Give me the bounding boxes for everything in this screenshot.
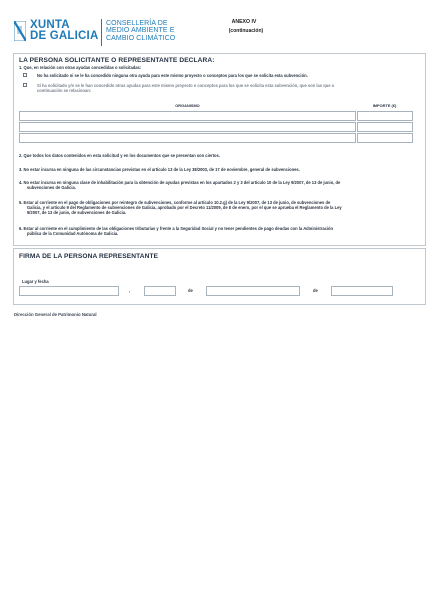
option-other-aid-label: [37, 83, 417, 93]
place-date-comma: ,: [129, 288, 131, 293]
department-name: [106, 20, 175, 42]
declaration-item-6: [19, 226, 419, 236]
declaration-item-1: 1. Que, en relación con otras ayudas concedidas o solicitadas:: [19, 65, 142, 70]
declaration-item-6-line-1: 6. Estar al corriente en el cumplimiento de las obligaciones tributarias y frente a la Seguridad Social y no tener pendientes de pago deudas con la Administración: [19, 226, 334, 231]
declaration-item-6-line-2: pública de la Comunidad Autónoma de Galicia.: [27, 231, 119, 237]
annex-title: ANEXO IV: [231, 19, 257, 25]
annex-subtitle: (continuación): [228, 28, 264, 34]
option-no-other-aid-label: No ha solicitado ni se le ha concedido ninguna otra ayuda para este mismo proyecto o conceptos para los que se solicita esta subvención.: [37, 73, 308, 78]
table-cell-importe-row-1[interactable]: [357, 111, 413, 121]
declaration-item-5: [19, 200, 419, 216]
option-other-aid-line-2: continuación se relacionan:: [37, 88, 92, 94]
declaration-item-4-line-1: 4. No estar incursa en ninguna clase de inhabilitación para la obtención de ayudas previstas en los apartados 2 y 3 del artículo 10 de la Ley 9/2007, de 13 de junio, de: [19, 180, 341, 185]
xunta-line-2: DE GALICIA: [30, 30, 99, 42]
signature-title: FIRMA DE LA PERSONA REPRESENTANTE: [19, 253, 159, 260]
department-line-2: MEDIO AMBIENTE E: [106, 27, 175, 35]
declaration-item-2: 2. Que todos los datos contenidos en esta solicitud y en los documentos que se presentan son ciertos.: [19, 153, 220, 158]
table-header-importe: IMPORTE (€): [372, 103, 397, 108]
day-field[interactable]: [144, 286, 176, 296]
declaration-item-3: 3. No estar incursa en ninguna de las circunstancias previstas en el artículo 13 de la Ley 38/2003, de 17 de noviembre, general de subvenciones.: [19, 167, 300, 172]
option-other-aid-checkbox[interactable]: [23, 83, 27, 87]
declaration-section: [13, 53, 426, 246]
xunta-line-1: XUNTA: [30, 19, 70, 31]
place-date-label: Lugar y fecha: [22, 279, 49, 284]
footer-directorate: Dirección General de Patrimonio Natural: [14, 312, 97, 317]
table-cell-organismo-row-3[interactable]: [19, 133, 356, 143]
department-line-3: CAMBIO CLIMÁTICO: [106, 34, 176, 42]
table-cell-organismo-row-1[interactable]: [19, 111, 356, 121]
declaration-item-5-line-1: 5. Estar al corriente en el pago de obligaciones por reintegro de subvenciones, conforme al artículo 10.2.g) de la Ley 9/2007, de 13 de junio, de subvenciones de: [19, 200, 331, 205]
date-de-2: de: [313, 288, 318, 293]
month-field[interactable]: [206, 286, 300, 296]
year-field[interactable]: [331, 286, 393, 296]
declaration-title: LA PERSONA SOLICITANTE O REPRESENTANTE DECLARA:: [19, 57, 215, 64]
declaration-item-4-line-2: subvenciones de Galicia.: [27, 185, 76, 191]
table-header-organismo: ORGANISMO: [175, 103, 200, 108]
xunta-logo-text: [30, 20, 98, 42]
declaration-item-5-line-3: 9/2007, de 13 de junio, de subvenciones de Galicia.: [27, 210, 127, 216]
table-cell-importe-row-3[interactable]: [357, 133, 413, 143]
department-line-1: CONSELLERÍA DE: [106, 20, 168, 27]
date-de-1: de: [188, 288, 193, 293]
place-field[interactable]: [19, 286, 119, 296]
declaration-item-5-line-2: Galicia, y el artículo 9 del Reglamento de subvenciones de Galicia, aprobado por el Decreto 11/2009, de 8 de enero, por el que se aprueba el Reglamento de la Ley: [27, 205, 342, 211]
option-other-aid-line-1: Sí ha solicitado y/o se le han concedido otras ayudas para este mismo proyecto o conceptos para los que se solicita esta subvención, que son las que a: [37, 83, 334, 88]
galicia-flag-icon: [14, 21, 26, 41]
option-no-other-aid-checkbox[interactable]: [23, 73, 27, 77]
table-cell-organismo-row-2[interactable]: [19, 122, 356, 132]
table-cell-importe-row-2[interactable]: [357, 122, 413, 132]
declaration-item-4: [19, 180, 419, 190]
header-separator: [101, 19, 102, 46]
